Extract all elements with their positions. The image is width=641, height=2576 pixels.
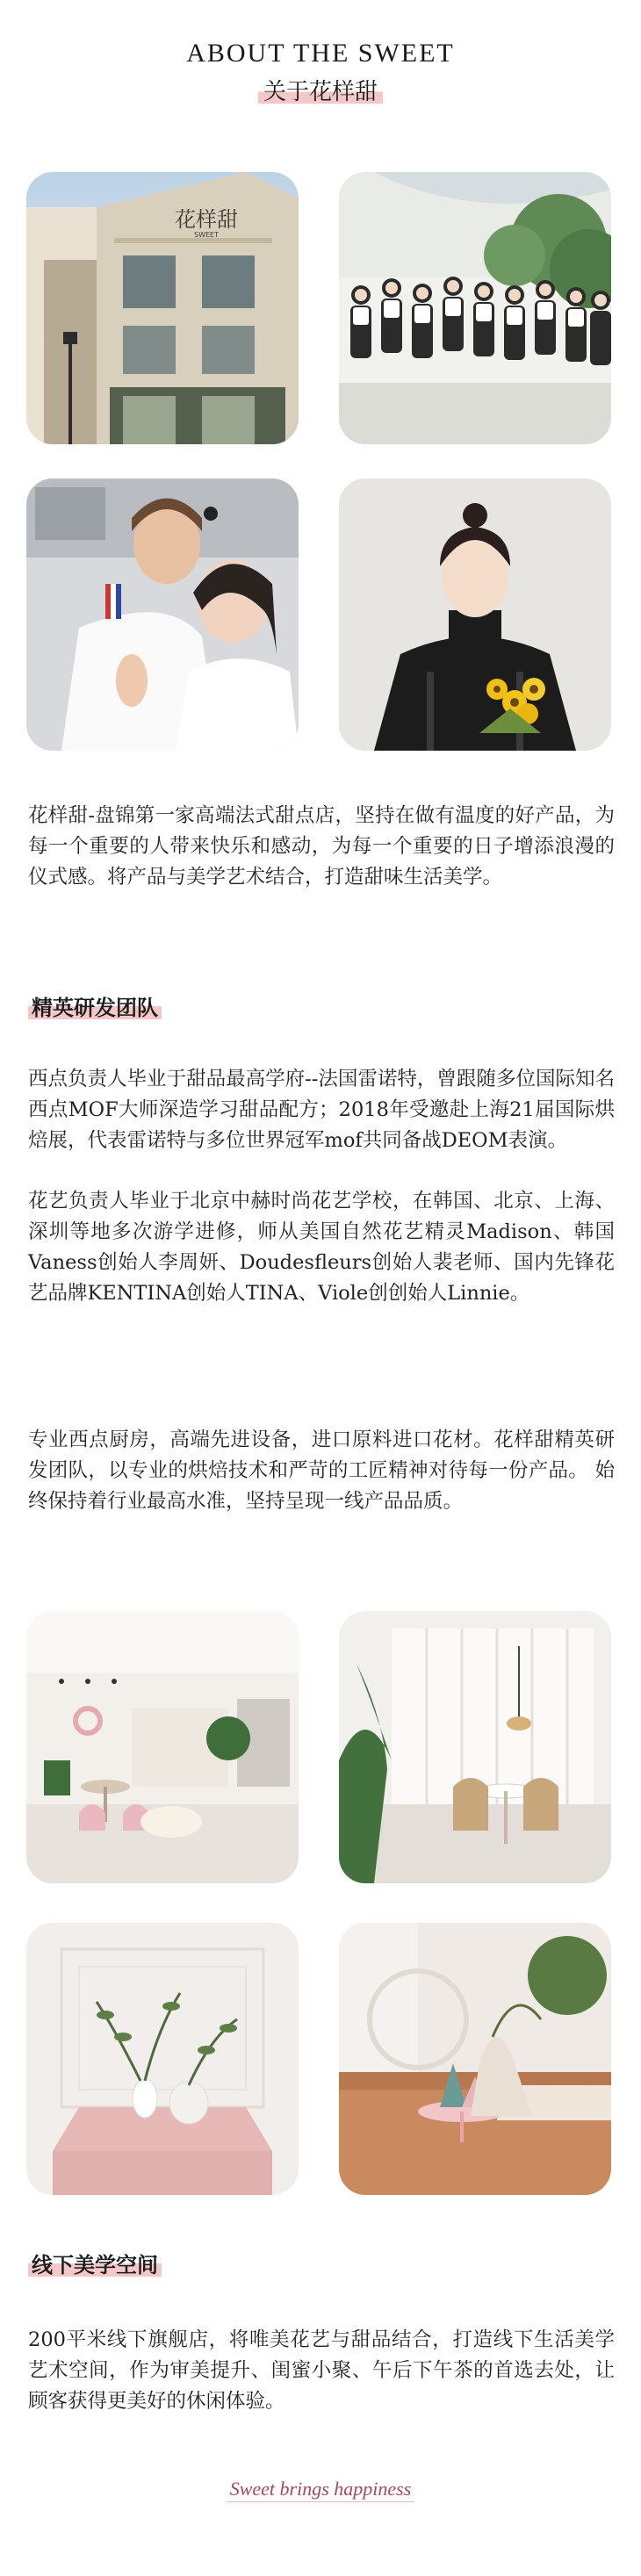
photo-vase-decor [26, 1923, 299, 2195]
footer-slogan [0, 2478, 641, 2500]
storefront-sign: 花样甜 [175, 207, 238, 232]
photo-chefs [26, 479, 299, 751]
florist-portrait-illustration [339, 479, 611, 751]
title-english: ABOUT THE SWEET [186, 39, 455, 68]
window-seat-illustration [339, 1611, 611, 1883]
team-heading [28, 990, 162, 1021]
vase-decor-illustration [26, 1923, 299, 2195]
title-chinese-text: 关于花样甜 [258, 74, 383, 106]
footer-slogan-text: Sweet brings happiness [227, 2478, 415, 2502]
photo-team-group [339, 172, 611, 444]
photo-storefront [26, 172, 299, 444]
photo-dessert-table [339, 1923, 611, 2195]
space-heading [28, 2248, 162, 2278]
team-paragraph-floral: 花艺负责人毕业于北京中赫时尚花艺学校，在韩国、北京、上海、深圳等地多次游学进修，师从美国自然花艺精灵Madison、韩国Vaness创始人李周妍、Doudesfleurs创始人裴老师、国内先锋花艺品牌KENTINA创始人TINA、Viole创创始人Linnie。 [28, 1190, 615, 1305]
space-heading-text: 线下美学空间 [28, 2248, 162, 2278]
photo-window-seat [339, 1611, 611, 1883]
storefront-sign-sub: SWEET [194, 231, 219, 239]
team-group-illustration [339, 172, 611, 444]
photo-cafe-interior [26, 1611, 299, 1883]
space-paragraph: 200平米线下旗舰店，将唯美花艺与甜品结合，打造线下生活美学艺术空间，作为审美提升、闺蜜小聚、午后下午茶的首选去处，让顾客获得更美好的休闲体验。 [28, 2328, 615, 2413]
title-chinese [0, 74, 641, 106]
cafe-interior-illustration [26, 1611, 299, 1883]
chefs-illustration [26, 479, 299, 751]
intro-paragraph: 花样甜-盘锦第一家高端法式甜点店，坚持在做有温度的好产品，为每一个重要的人带来快乐和感动，为每一个重要的日子增添浪漫的仪式感。将产品与美学艺术结合，打造甜味生活美学。 [28, 804, 615, 889]
dessert-table-illustration [339, 1923, 611, 2195]
team-heading-text: 精英研发团队 [28, 990, 162, 1021]
photo-florist-portrait [339, 479, 611, 751]
team-paragraph-pastry: 西点负责人毕业于甜品最高学府--法国雷诺特，曾跟随多位国际知名西点MOF大师深造学习甜品配方；2018年受邀赴上海21届国际烘焙展，代表雷诺特与多位世界冠军mof共同备战DEOM表演。 [28, 1068, 615, 1152]
storefront-illustration [26, 172, 299, 444]
team-paragraph-kitchen: 专业西点厨房，高端先进设备，进口原料进口花材。花样甜精英研发团队，以专业的烘焙技术和严苛的工匠精神对待每一份产品。 始终保持着行业最高水准，坚持呈现一线产品品质。 [28, 1428, 615, 1513]
